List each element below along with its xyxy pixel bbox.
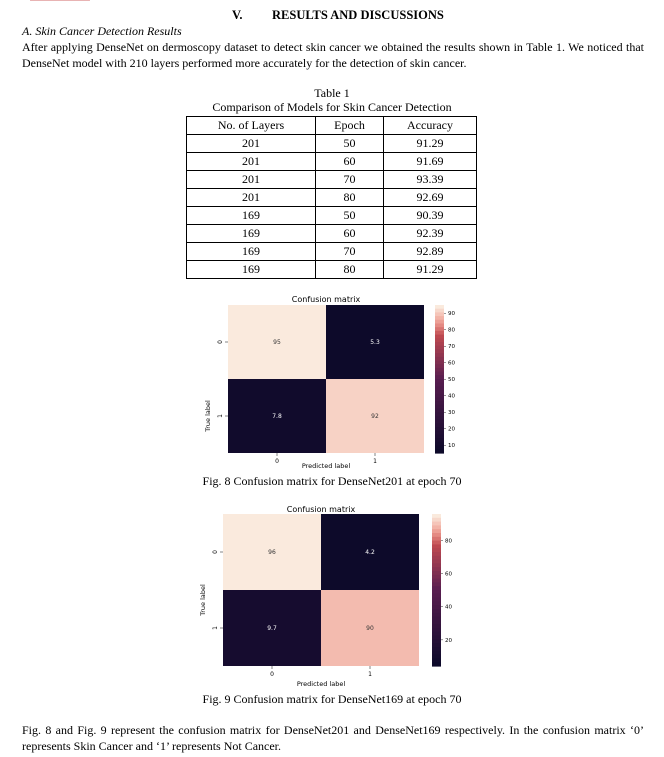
table-cell: 80	[316, 189, 384, 207]
header-accuracy: Accuracy	[384, 117, 477, 135]
y-tick-label: 0	[212, 550, 219, 554]
colorbar-tick-label: 30	[448, 410, 455, 417]
results-table	[186, 116, 477, 279]
y-axis-label: True label	[199, 584, 207, 616]
table-header-row	[187, 117, 477, 135]
table-row	[187, 225, 477, 243]
x-tick-label: 1	[373, 458, 377, 465]
colorbar-tick-label: 80	[448, 327, 455, 334]
table-row	[187, 243, 477, 261]
table-row	[187, 153, 477, 171]
table-cell: 91.29	[384, 261, 477, 279]
colorbar-segment	[435, 346, 444, 350]
colorbar-segment	[432, 594, 441, 598]
colorbar-segment	[432, 563, 441, 567]
colorbar-segment	[432, 598, 441, 602]
colorbar-segment	[432, 651, 441, 655]
colorbar-segment	[435, 442, 444, 446]
colorbar-segment	[432, 605, 441, 609]
table-cell: 169	[187, 243, 316, 261]
colorbar-segment	[432, 525, 441, 529]
table-row	[187, 171, 477, 189]
x-tick-label: 0	[275, 458, 279, 465]
colorbar-tick-label: 20	[448, 426, 455, 433]
cell-value-label: 96	[268, 549, 276, 556]
x-axis-label: Predicted label	[296, 680, 346, 688]
colorbar-segment	[435, 379, 444, 383]
table-cell: 169	[187, 261, 316, 279]
colorbar-segment	[435, 383, 444, 387]
colorbar-segment	[435, 394, 444, 398]
colorbar-segment	[432, 533, 441, 537]
colorbar-segment	[435, 364, 444, 368]
colorbar-segment	[432, 632, 441, 636]
table-cell: 92.89	[384, 243, 477, 261]
table-cell: 60	[316, 153, 384, 171]
table-caption: Comparison of Models for Skin Cancer Detection	[212, 100, 452, 114]
colorbar-segment	[432, 541, 441, 545]
colorbar-segment	[435, 390, 444, 394]
table-cell: 201	[187, 153, 316, 171]
colorbar-segment	[435, 316, 444, 320]
colorbar-segment	[435, 401, 444, 405]
cell-value-label: 95	[273, 339, 281, 346]
y-tick-label: 0	[217, 340, 224, 344]
figure-8-caption: Fig. 8 Confusion matrix for DenseNet201 at epoch 70	[202, 474, 462, 488]
table-cell: 91.29	[384, 135, 477, 153]
colorbar-segment	[432, 567, 441, 571]
colorbar-segment	[432, 556, 441, 560]
intro-paragraph: After applying DenseNet on dermoscopy dataset to detect skin cancer we obtained the results shown in Table 1. We noticed that DenseNet model with 210 layers performed more accurately for the detection of skin cancer.	[22, 40, 644, 70]
colorbar-segment	[432, 624, 441, 628]
colorbar-tick-label: 70	[448, 344, 455, 351]
colorbar-segment	[432, 647, 441, 651]
table-row	[187, 261, 477, 279]
table-cell: 60	[316, 225, 384, 243]
table-cell: 92.69	[384, 189, 477, 207]
colorbar-segment	[435, 309, 444, 313]
colorbar-tick-label: 60	[445, 571, 452, 578]
table-cell: 50	[316, 207, 384, 225]
colorbar-segment	[432, 586, 441, 590]
colorbar-segment	[432, 590, 441, 594]
colorbar-segment	[432, 613, 441, 617]
figure-9-caption: Fig. 9 Confusion matrix for DenseNet169 at epoch 70	[202, 692, 462, 706]
colorbar-segment	[435, 305, 444, 309]
section-number: V.	[232, 8, 243, 22]
table-cell: 201	[187, 189, 316, 207]
cell-value-label: 90	[366, 625, 374, 632]
colorbar-tick-label: 60	[448, 360, 455, 367]
colorbar-segment	[435, 449, 444, 453]
table-cell: 90.39	[384, 207, 477, 225]
colorbar-segment	[432, 518, 441, 522]
colorbar-tick-label: 40	[445, 604, 452, 611]
colorbar-segment	[435, 342, 444, 346]
table-row	[187, 207, 477, 225]
colorbar-segment	[432, 514, 441, 518]
colorbar-segment	[432, 579, 441, 583]
colorbar-tick-label: 80	[445, 538, 452, 545]
top-decoration	[30, 0, 90, 7]
colorbar-segment	[435, 361, 444, 365]
table-cell: 201	[187, 135, 316, 153]
section-title: RESULTS AND DISCUSSIONS	[272, 8, 444, 22]
colorbar-segment	[435, 375, 444, 379]
colorbar-segment	[435, 349, 444, 353]
colorbar-segment	[432, 571, 441, 575]
colorbar-segment	[435, 435, 444, 439]
x-tick-label: 1	[368, 671, 372, 678]
colorbar-segment	[435, 368, 444, 372]
header-layers: No. of Layers	[187, 117, 316, 135]
colorbar-segment	[432, 655, 441, 659]
colorbar-segment	[435, 438, 444, 442]
chart-title: Confusion matrix	[286, 505, 356, 514]
closing-paragraph: Fig. 8 and Fig. 9 represent the confusion matrix for DenseNet201 and DenseNet169 respectively. In the confusion matrix ‘0’ represents Skin Cancer and ‘1’ represents Not Cancer.	[22, 723, 644, 753]
colorbar-segment	[435, 353, 444, 357]
colorbar-segment	[435, 427, 444, 431]
colorbar-segment	[432, 582, 441, 586]
colorbar-tick-label: 90	[448, 311, 455, 318]
confusion-matrix-fig9	[196, 504, 468, 690]
cell-value-label: 4.2	[365, 549, 375, 556]
colorbar-segment	[432, 662, 441, 666]
y-tick-label: 1	[217, 414, 224, 418]
colorbar-segment	[435, 398, 444, 402]
colorbar-segment	[432, 544, 441, 548]
table-cell: 80	[316, 261, 384, 279]
y-axis-label: True label	[204, 400, 212, 432]
colorbar-segment	[435, 446, 444, 450]
x-axis-label: Predicted label	[301, 462, 351, 470]
y-tick-label: 1	[212, 626, 219, 630]
colorbar-segment	[435, 386, 444, 390]
colorbar-segment	[435, 324, 444, 328]
table-cell: 92.39	[384, 225, 477, 243]
table-cell: 70	[316, 243, 384, 261]
colorbar-tick-label: 50	[448, 377, 455, 384]
colorbar-segment	[432, 609, 441, 613]
header-epoch: Epoch	[316, 117, 384, 135]
colorbar-segment	[432, 620, 441, 624]
colorbar-segment	[432, 636, 441, 640]
colorbar-segment	[432, 560, 441, 564]
colorbar-segment	[435, 416, 444, 420]
table-cell: 50	[316, 135, 384, 153]
cell-value-label: 7.8	[272, 413, 282, 420]
confusion-matrix-fig8	[196, 292, 468, 472]
colorbar-segment	[435, 327, 444, 331]
table-row	[187, 135, 477, 153]
colorbar-tick-label: 10	[448, 443, 455, 450]
colorbar-segment	[432, 529, 441, 533]
colorbar-segment	[432, 639, 441, 643]
colorbar-segment	[435, 338, 444, 342]
table-row	[187, 189, 477, 207]
colorbar-segment	[432, 548, 441, 552]
colorbar-segment	[435, 312, 444, 316]
colorbar-segment	[435, 423, 444, 427]
colorbar-segment	[435, 331, 444, 335]
cell-value-label: 5.3	[370, 339, 380, 346]
colorbar-segment	[435, 405, 444, 409]
cell-value-label: 9.7	[267, 625, 277, 632]
table-cell: 169	[187, 207, 316, 225]
colorbar-segment	[435, 412, 444, 416]
table-label: Table 1	[314, 86, 350, 100]
table-cell: 70	[316, 171, 384, 189]
colorbar-segment	[432, 575, 441, 579]
cell-value-label: 92	[371, 413, 379, 420]
table-cell: 201	[187, 171, 316, 189]
colorbar-tick-label: 20	[445, 637, 452, 644]
colorbar-segment	[435, 372, 444, 376]
table-cell: 91.69	[384, 153, 477, 171]
colorbar-segment	[432, 522, 441, 526]
colorbar-segment	[432, 617, 441, 621]
colorbar-tick-label: 40	[448, 393, 455, 400]
colorbar-segment	[435, 409, 444, 413]
chart-title: Confusion matrix	[291, 295, 361, 304]
colorbar-segment	[435, 320, 444, 324]
colorbar-segment	[432, 628, 441, 632]
x-tick-label: 0	[270, 671, 274, 678]
colorbar-segment	[432, 537, 441, 541]
colorbar-segment	[435, 431, 444, 435]
colorbar-segment	[435, 420, 444, 424]
colorbar-segment	[432, 601, 441, 605]
colorbar-segment	[435, 335, 444, 339]
colorbar-segment	[432, 643, 441, 647]
table-cell: 169	[187, 225, 316, 243]
colorbar-segment	[432, 552, 441, 556]
colorbar-segment	[435, 357, 444, 361]
subsection-heading: A. Skin Cancer Detection Results	[22, 24, 182, 38]
colorbar-segment	[432, 658, 441, 662]
table-cell: 93.39	[384, 171, 477, 189]
